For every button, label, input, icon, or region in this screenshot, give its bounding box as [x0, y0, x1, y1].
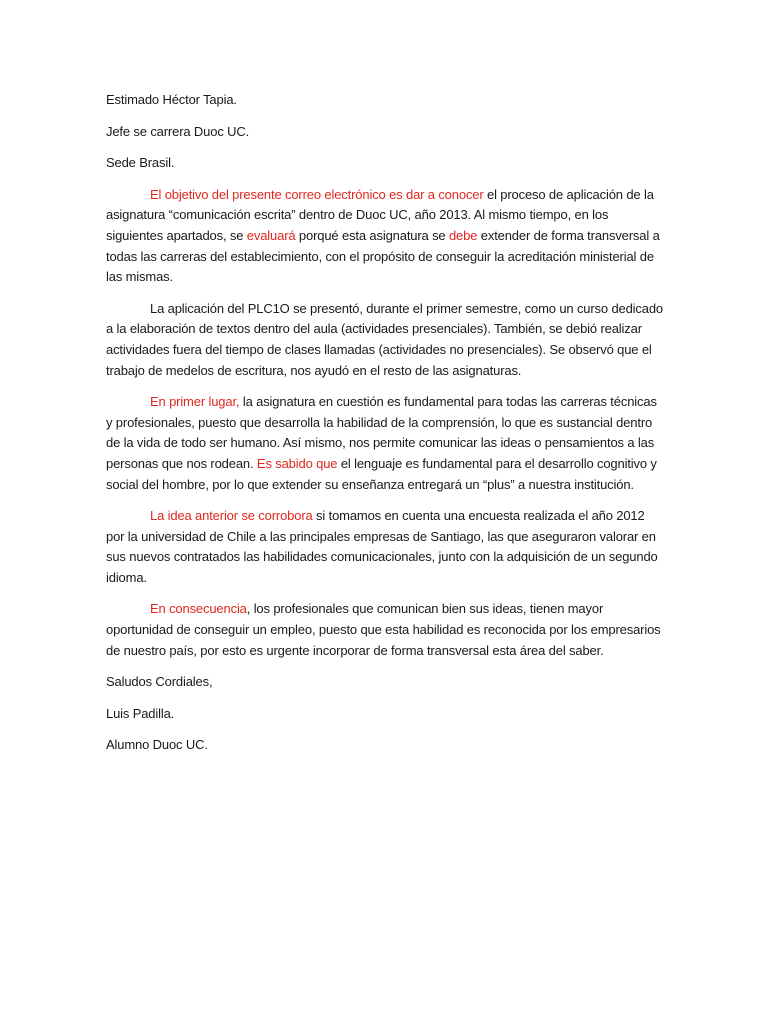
greeting: Estimado Héctor Tapia.	[106, 92, 237, 107]
signature-name: Luis Padilla.	[106, 705, 175, 721]
paragraph-application	[106, 299, 664, 381]
paragraph-text: , los profesionales que comunican bien sus ideas, tienen mayor oportunidad de conseguir un empleo, puesto que esta habilidad es reconocida por los empresarios de nuestro país, por esto es urgente incorporar de forma transversal esta área del saber.	[106, 601, 661, 658]
paragraph-text: porqué esta asignatura se	[295, 227, 449, 243]
paragraph-first-argument	[106, 392, 664, 495]
highlight-phrase: La idea anterior se corrobora	[150, 508, 313, 524]
paragraph-evidence	[106, 506, 664, 588]
highlight-phrase: En primer lugar,	[150, 394, 240, 410]
paragraph-text: la asignatura en cuestión es fundamental para todas las carreras técnicas y profesionales, puesto que desarrolla la habilidad de la comprensión, lo que es sustancial dentro de la vida de todo ser humano. Así mismo, nos permite comunicar las ideas o pensamientos a las personas que nos rodean.	[106, 394, 657, 471]
highlight-phrase: evaluará	[246, 227, 296, 243]
paragraph-objective	[106, 185, 664, 288]
paragraph-text: el proceso de aplicación de la asignatura “comunicación escrita” dentro de Duoc UC, año 2013. Al mismo tiempo, en los siguientes apartados, se	[106, 186, 654, 243]
letter-page	[106, 90, 664, 767]
highlight-phrase: El objetivo del presente correo electrónico es dar a conocer	[150, 186, 484, 202]
paragraph-text: el lenguaje es fundamental para el desarrollo cognitivo y social del hombre, por lo que extender su enseñanza entregará un “plus” a nuestra institución.	[106, 455, 657, 492]
recipient-role: Jefe se carrera Duoc UC.	[106, 123, 250, 139]
highlight-phrase: En consecuencia	[150, 601, 247, 617]
closing-salutation: Saludos Cordiales,	[106, 674, 213, 690]
highlight-phrase: Es sabido que	[256, 455, 338, 471]
highlight-phrase: debe	[448, 227, 478, 243]
recipient-site: Sede Brasil.	[106, 155, 175, 171]
paragraph-text: La aplicación del PLC1O se presentó, durante el primer semestre, como un curso dedicado a la elaboración de textos dentro del aula (actividades presenciales). También, se debió realizar actividades fuera del tiempo de clases llamadas (actividades no presenciales). Se observó que el trabajo de medelos de escritura, nos ayudó en el resto de las asignaturas.	[106, 300, 664, 378]
paragraph-conclusion	[106, 599, 664, 661]
paragraph-text: extender de forma transversal a todas las carreras del establecimiento, con el propósito de conseguir la acreditación ministerial de las mismas.	[106, 227, 660, 285]
paragraph-text: si tomamos en cuenta una encuesta realizada el año 2012 por la universidad de Chile a las principales empresas de Santiago, las que aseguraron valorar en sus nuevos contratados las habilidades comunicacionales, junto con la adquisición de un segundo idioma.	[106, 508, 658, 585]
signature-title: Alumno Duoc UC.	[106, 737, 208, 753]
